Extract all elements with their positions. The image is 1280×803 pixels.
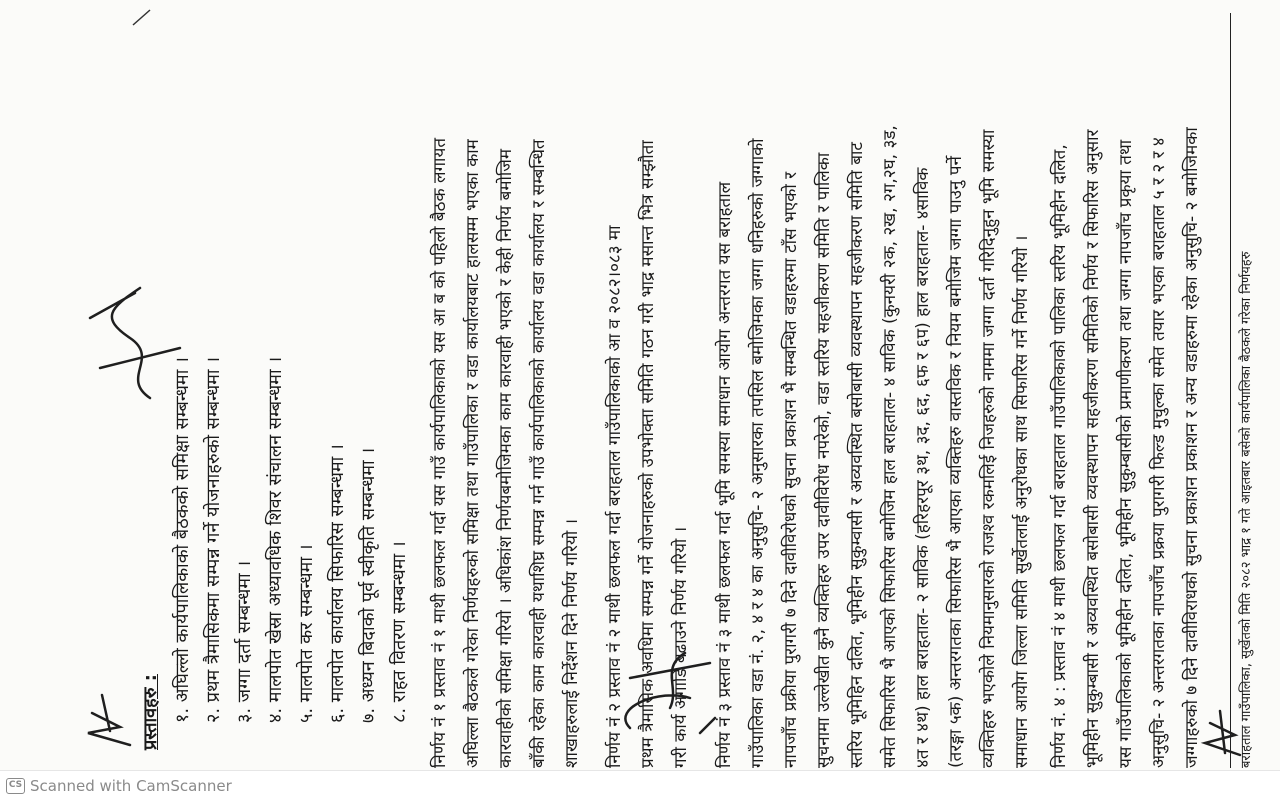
decision-1-line: कारवाहीको समिक्षा गरियो । अधिकांश निर्णयबमोजिमका काम कारवाही भएको र केही निर्णय बमोजिम	[496, 148, 516, 768]
camscanner-logo-icon: CS	[6, 778, 25, 794]
decision-3-line: गाउँपालिका वडा नं. २, ४ र ४ का अनुसुचि- २ अनुसारका तपसिल बमोजिमका जग्गा धनिहरुको जग्गाको	[748, 138, 768, 768]
agenda-item: १. अघिल्लो कार्यपालिकाको बैठकको समिक्षा सम्बन्धमा ।	[172, 357, 193, 723]
decision-4-line: जग्गाहरुको ७ दिने दावीविराधको सुचना प्रकाशन प्रकाशन र अन्य वडाहरुमा रहेका अनुसुचि- २ बमोजिमका	[1182, 127, 1202, 768]
decision-1-line: निर्णय नं १ प्रस्ताव नं १ माथी छलफल गर्दा यस गाउँ कार्यपालिकाको यस आ ब को पहिलो बैठक लगायत	[430, 137, 450, 768]
decision-1-line: शाखाहरुलाई निर्देशन दिने निर्णय गरियो ।	[562, 518, 582, 768]
page-footer: बराहताल गाउँपालिका, सुर्खेतको मिति २०८२ भाद्र १ गते आइतबार बसेको कार्यपालिका बैठकले गरेका निर्णयहरु	[1239, 251, 1254, 768]
agenda-item: ७. अध्यन बिदाको पूर्व स्वीकृति सम्बन्धमा ।	[358, 447, 379, 723]
rotated-document	[20, 8, 1260, 768]
signature-mark	[80, 683, 140, 753]
decision-3-line: समाधान आयोग जिल्ला समिति सुर्खेतलाई अनुरोधका साथ सिफारिस गर्ने निर्णय गरियो ।	[1012, 235, 1032, 768]
decision-3-line: (तरङ्गा ५क) अन्तरगतका सिफारिस भै आएका व्यक्तिहरु वास्तविक र नियम बमोजिम जग्गा पाउनु पर्ने	[946, 156, 966, 768]
decision-4-line: अनुसुचि- २ अन्तरगतका नापजाँच प्रक्रया पुरागरी फिल्ड मुचुल्का समेत तयार भएका बराहताल ५ र २ र ४	[1149, 137, 1169, 768]
signature-mark	[1200, 703, 1250, 763]
decision-3-line: ४त र ४थ) हाल बराहताल- २ साविक (हरिहरपूर ३थ, ३द, ६द, ६फ र ६प) हाल बराहताल- ४साविक	[913, 167, 933, 768]
decision-2-line: गरी कार्य अगाडि बढाउने निर्णय गरियो ।	[671, 526, 691, 768]
scanner-watermark-bar	[0, 770, 1280, 803]
pen-tick-mark	[130, 6, 154, 28]
decision-2-line: निर्णय नं २ प्रस्ताव नं २ माथी छलफल गर्दा बराहताल गाउँपालिकाको आ व २०८२।०८३ मा	[605, 225, 625, 768]
scanner-watermark-text: Scanned with CamScanner	[30, 777, 232, 795]
signature-mark	[80, 268, 190, 408]
proposals-heading: प्रस्तावहरु :	[140, 674, 161, 750]
decision-4-line: यस गाउँपालिकाको भूमिहीन दलित, भूमिहीन सुकुम्बासीको प्रमाणीकरण तथा जग्गा नापजाँच प्रकृया तथा	[1116, 139, 1136, 768]
decision-3-line: निर्णय नं ३ प्रस्ताव नं ३ माथी छलफल गर्दा भूमि समस्या समाधान आयोग अन्तरगत यस बराहताल	[715, 181, 735, 768]
agenda-item: ८. राहत वितरण सम्बन्धमा ।	[389, 541, 410, 723]
decision-2-line: प्रथम त्रैमासिक अवधिमा सम्पन्न गर्ने योजनाहरुको उपभोक्ता समिति गठन गरी भाद्र मसान्त भित्र सम्झौता	[638, 140, 658, 768]
agenda-item: ६. मालपोत कार्यालय सिफारिस सम्बन्धमा ।	[327, 444, 348, 723]
agenda-item: ४. मालपोत खेस्रा अध्यावधिक शिवर संचालन सम्बन्धमा ।	[265, 356, 286, 723]
footer-rule	[1230, 13, 1231, 768]
decision-3-line: समेत सिफारिस भै आएको सिफारिस बमोजिम हाल बराहताल- ४ साविक (कुनयरी २क, २ख, २ग,२घ, ३ड,	[880, 125, 900, 768]
signature-mark	[600, 628, 730, 748]
decision-4-line: भूमिहीन सुकुम्बासी र अव्यवस्थित बसोबासी व्यवस्थापन सहजीकरण समितिको निर्णय र सिफारिस अनुसार	[1083, 129, 1103, 768]
agenda-item: ५. मालपोत कर सम्बन्धमा ।	[296, 544, 317, 723]
decision-3-line: व्यक्तिहरु भएकोले नियमानुसारको राजश्व रकमलिई निजहरुको नाममा जग्गा दर्ता गरिदिनुहुन भूमि समस्या	[979, 129, 999, 768]
decision-3-line: स्तरिय भूमिहिन दलित, भूमिहीन सुकुम्वासी र अव्यवस्थित बसोबासी व्यवस्थापन सहजीकरण समिति बाट	[847, 142, 867, 768]
decision-1-line: अघिल्ला बैठकले गरेका निर्णयहरुको समिक्षा तथा गाउँपालिका र वडा कार्यालयबाट हालसम्म भएका काम	[463, 139, 483, 768]
agenda-item: ३. जग्गा दर्ता सम्बन्धमा ।	[234, 560, 255, 723]
decision-4-line: निर्णय नं. ४ : प्रस्ताव नं ४ माथी छलफल गर्दा बराहताल गाउँपालिकाको पालिका स्तरिय भूमिहीन दलित,	[1050, 144, 1070, 768]
decision-1-line: बाँकी रहेका काम कारवाही यथाशिघ्र सम्पन्न गर्न गाउँ कार्यपालिकाको कार्यालय वडा कार्यालय र सम्बन्धित	[529, 139, 549, 768]
decision-3-line: नापजाँच प्रक्रीया पुरागरी ७ दिने दावीविरोधको सुचना प्रकाशन भै सम्बन्धित वडाहरुमा टाँस भएको र	[781, 171, 801, 768]
agenda-item: २. प्रथम त्रैमासिकमा सम्पन्न गर्ने योजनाहरुको सम्बन्धमा ।	[203, 356, 224, 723]
decision-3-line: सुचनामा उल्लेखीत कुनै व्यक्तिहरु उपर दावीविरोध नपरेको, वडा स्तरिय सहजीकरण समिति र पालिका	[814, 152, 834, 768]
